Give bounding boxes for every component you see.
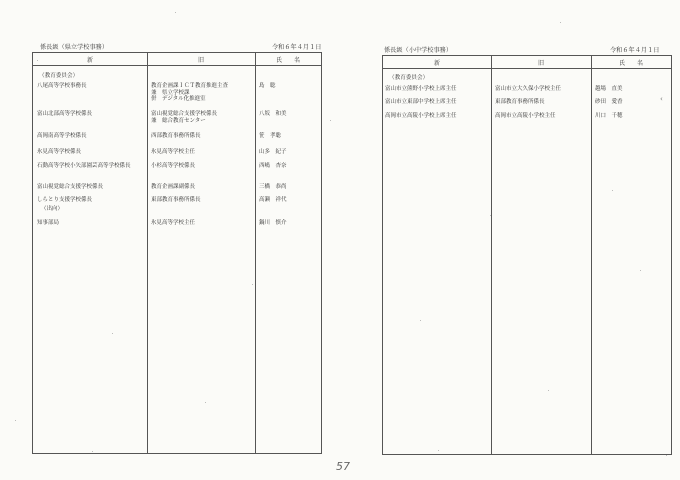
old-position-line: 教育企画課ＩＣＴ教育推進主査 — [151, 83, 229, 89]
new-position: 富山市立熊野小学校上席主任 — [385, 86, 457, 92]
new-position: 氷見高等学校係長 — [37, 149, 82, 155]
left-table — [32, 52, 322, 454]
new-position: （出向） — [41, 206, 64, 212]
person-name: 西嶋 杏奈 — [259, 163, 287, 169]
left-divider-1 — [147, 53, 148, 453]
right-divider-1 — [491, 56, 492, 454]
right-date: 令和６年４月１日 — [610, 47, 660, 54]
new-position: 八尾高等学校事務長 — [37, 83, 87, 89]
left-date: 令和６年４月１日 — [272, 44, 322, 51]
old-position-line: 氷見高等学校主任 — [151, 220, 196, 226]
person-name: 高瀬 祥代 — [259, 197, 287, 203]
person-name: 三橋 恭尚 — [259, 184, 287, 190]
person-name: 川口 千穂 — [595, 113, 623, 119]
new-position: 高岡市立高陵小学校上席主任 — [385, 113, 457, 119]
old-position-line: 小杉高等学校係長 — [151, 163, 196, 169]
person-name: 砂田 愛香 — [595, 99, 623, 105]
new-position: 知事部局 — [37, 220, 60, 226]
person-name: 鍋川 慎介 — [259, 220, 287, 226]
left-col-old: 旧 — [147, 53, 255, 66]
left-col-new: 新 — [33, 53, 147, 66]
right-table — [382, 55, 672, 455]
old-position-line: 富山視覚総合支援学校係長 — [151, 111, 218, 117]
right-divider-2 — [591, 56, 592, 454]
new-position: 石動高等学校小矢部園芸高等学校係長 — [37, 163, 131, 169]
person-name: 八坂 和美 — [259, 111, 287, 117]
old-position-line: 教育企画課副係長 — [151, 184, 196, 190]
old-position-line: 氷見高等学校主任 — [151, 149, 196, 155]
right-title: 係長級（小中学校事務） — [384, 47, 453, 54]
right-document — [340, 0, 680, 480]
left-title: 係長級（県立学校事務） — [40, 44, 109, 51]
right-section-label: （教育委員会） — [389, 75, 429, 81]
person-name: 島 聡 — [259, 83, 276, 89]
old-position-line: 東部教育事務所係長 — [151, 197, 201, 203]
old-position-line: 富山市立大久保小学校主任 — [495, 86, 562, 92]
new-position: 富山市立東部中学校上席主任 — [385, 99, 457, 105]
person-name: 越場 直美 — [595, 86, 623, 92]
left-section-label: （教育委員会） — [39, 73, 79, 79]
left-col-name: 氏 名 — [255, 53, 321, 66]
old-position-line: 兼 県立学校課 — [151, 89, 190, 96]
new-position: 富山北部高等学校係長 — [37, 111, 93, 117]
right-col-old: 旧 — [491, 56, 591, 69]
right-col-name: 氏 名 — [591, 56, 671, 69]
handwritten-page-number: 57 — [336, 460, 350, 473]
old-position-line: 兼 総合教育センター — [151, 117, 206, 124]
margin-tick-mark: ‹ — [660, 95, 663, 103]
left-divider-2 — [255, 53, 256, 453]
new-position: しらとり支援学校係長 — [37, 197, 93, 203]
person-name: 山多 紀子 — [259, 149, 287, 155]
person-name: 笹 孝聡 — [259, 133, 282, 139]
new-position: 高岡南高等学校係長 — [37, 133, 87, 139]
new-position: 富山視覚総合支援学校係長 — [37, 184, 104, 190]
right-col-new: 新 — [383, 56, 491, 69]
old-position-line: 高岡市立高陵小学校主任 — [495, 113, 556, 119]
old-position-line: 西部教育事務所係長 — [151, 133, 201, 139]
old-position-line: 併 デジタル化推進室 — [151, 96, 206, 103]
old-position-line: 東部教育事務所係長 — [495, 99, 545, 105]
